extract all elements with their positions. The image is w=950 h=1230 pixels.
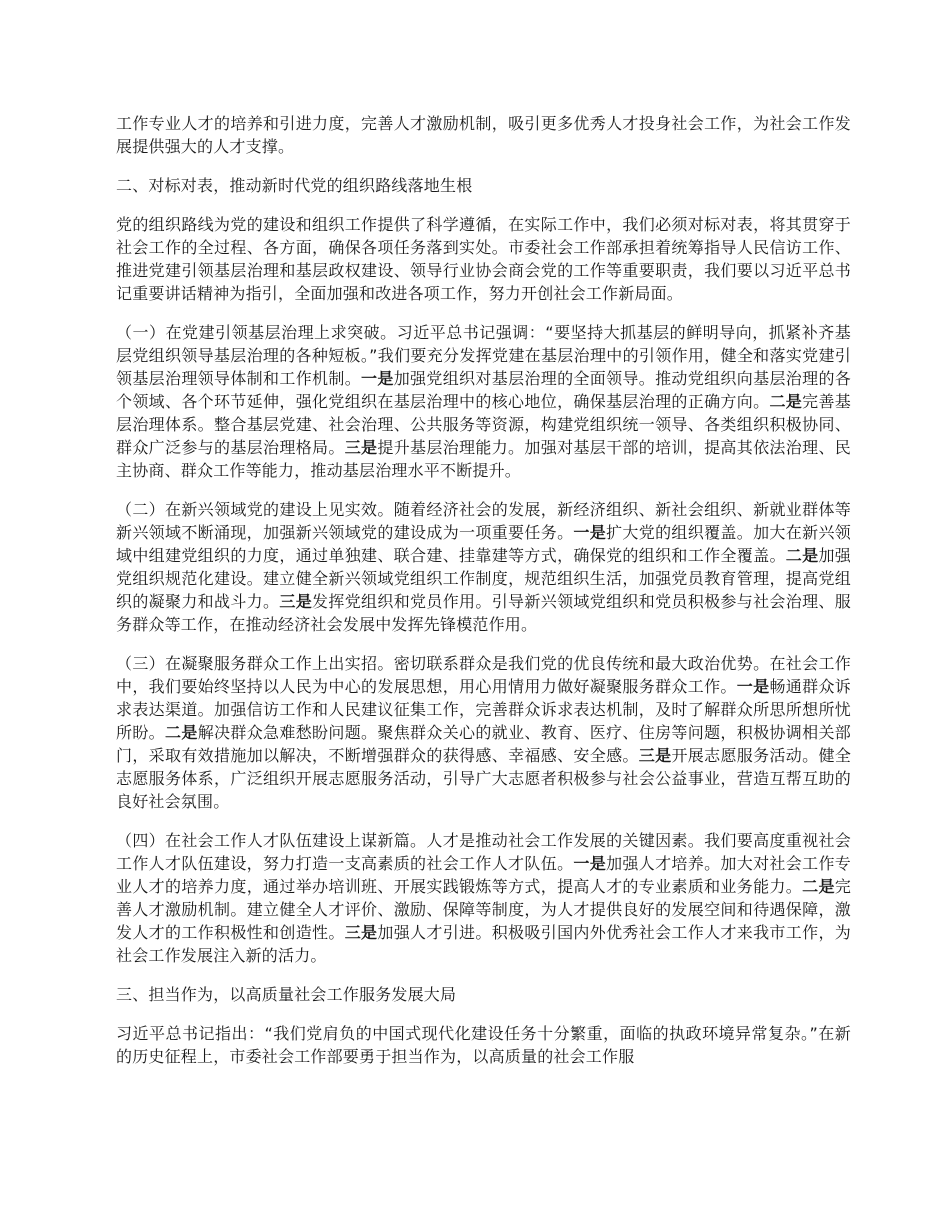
emphasis-first: 一是 (573, 854, 607, 873)
text-run: （四）在社会工作人才队伍建设上谋新篇。人才是推动社会工作发展的关键因素。我们要高度重视社会工作人才队伍建设，努力打造一支高素质的社会工作人才队伍。 (116, 831, 851, 873)
emphasis-third: 三是 (279, 592, 313, 611)
emphasis-third: 三是 (344, 923, 378, 942)
text-run: 加强人才培养。加大对社会工作专业人才的培养力度，通过举办培训班、开展实践锻炼等方式，提高人才的专业素质和业务能力。 (116, 854, 851, 896)
document-page (116, 112, 851, 1084)
text-run: 加强人才引进。积极吸引国内外优秀社会工作人才来我市工作，为社会工作发展注入新的活力。 (116, 923, 851, 965)
text-run: 发挥党组织和党员作用。引导新兴领域党组织和党员积极参与社会治理、服务群众等工作，在推动经济社会发展中发挥先锋模范作用。 (116, 592, 851, 634)
text-run: 畅通群众诉求表达渠道。加强信访工作和人民建议征集工作，完善群众诉求表达机制，及时了解群众所思所想所忧所盼。 (116, 677, 851, 742)
emphasis-second: 二是 (802, 877, 835, 896)
emphasis-second: 二是 (769, 392, 803, 411)
text-run: （三）在凝聚服务群众工作上出实招。密切联系群众是我们党的优良传统和最大政治优势。在社会工作中，我们要始终坚持以人民为中心的发展思想，用心用情用力做好凝聚服务群众工作。 (116, 654, 851, 696)
section-3-lead-paragraph: 习近平总书记指出：“我们党肩负的中国式现代化建设任务十分繁重，面临的执政环境异常复杂。”在新的历史征程上，市委社会工作部要勇于担当作为，以高质量的社会工作服 (116, 1024, 851, 1066)
text-run: 加强党组织对基层治理的全面领导。推动党组织向基层治理的各个领域、各个环节延伸，强化党组织在基层治理中的核心地位，确保基层治理的正确方向。 (116, 369, 851, 411)
section-2-heading: 二、对标对表，推动新时代党的组织路线落地生根 (116, 176, 473, 195)
subsection-4-paragraph (116, 829, 851, 967)
text-run: 加强党组织规范化建设。建立健全新兴领域党组织工作制度，规范组织生活，加强党员教育管理，提高党组织的凝聚力和战斗力。 (116, 546, 852, 611)
section-2-lead-paragraph: 党的组织路线为党的建设和组织工作提供了科学遵循，在实际工作中，我们必须对标对表，将其贯穿于社会工作的全过程、各方面，确保各项任务落到实处。市委社会工作部承担着统筹指导人民信访工作、推进党建引领基层治理和基层政权建设、领导行业协会商会党的工作等重要职责，我们要以习近平总书记重要讲话精神为指引，全面加强和改进各项工作，努力开创社会工作新局面。 (116, 215, 851, 303)
text-run: （一）在党建引领基层治理上求突破。习近平总书记强调：“要坚持大抓基层的鲜明导向，抓紧补齐基层党组织领导基层治理的各种短板。”我们要充分发挥党建在基层治理中的引领作用，健全和落实党建引领基层治理领导体制和工作机制。 (116, 323, 851, 388)
text-run: 扩大党的组织覆盖。加大在新兴领域中组建党组织的力度，通过单独建、联合建、挂靠建等方式，确保党的组织和工作全覆盖。 (116, 523, 851, 565)
subsection-2-paragraph (116, 498, 851, 636)
emphasis-third: 三是 (344, 438, 378, 457)
emphasis-first: 一是 (573, 523, 607, 542)
emphasis-first: 一是 (736, 677, 770, 696)
subsection-1-paragraph (116, 321, 851, 482)
text-run: 解决群众急难愁盼问题。聚焦群众关心的就业、教育、医疗、住房等问题，积极协调相关部门，采取有效措施加以解决，不断增强群众的获得感、幸福感、安全感。 (116, 723, 851, 765)
intro-paragraph: 工作专业人才的培养和引进力度，完善人才激励机制，吸引更多优秀人才投身社会工作，为社会工作发展提供强大的人才支撑。 (116, 114, 851, 156)
emphasis-second: 二是 (785, 546, 819, 565)
emphasis-second: 二是 (165, 723, 198, 742)
section-3-heading: 三、担当作为，以高质量社会工作服务发展大局 (116, 985, 457, 1004)
text-run: 完善基层治理体系。整合基层党建、社会治理、公共服务等资源，构建党组织统一领导、各类组织积极协同、群众广泛参与的基层治理格局。 (116, 392, 851, 457)
subsection-3-paragraph (116, 652, 851, 813)
text-run: （二）在新兴领域党的建设上见实效。随着经济社会的发展，新经济组织、新社会组织、新就业群体等新兴领域不断涌现，加强新兴领域党的建设成为一项重要任务。 (116, 500, 851, 542)
emphasis-third: 三是 (638, 746, 672, 765)
text-run: 完善人才激励机制。建立健全人才评价、激励、保障等制度，为人才提供良好的发展空间和待遇保障，激发人才的工作积极性和创造性。 (116, 877, 852, 942)
text-run: 开展志愿服务活动。健全志愿服务体系，广泛组织开展志愿服务活动，引导广大志愿者积极参与社会公益事业，营造互帮互助的良好社会氛围。 (116, 746, 852, 811)
text-run: 提升基层治理能力。加强对基层干部的培训，提高其依法治理、民主协商、群众工作等能力，推动基层治理水平不断提升。 (116, 438, 851, 480)
emphasis-first: 一是 (361, 369, 394, 388)
